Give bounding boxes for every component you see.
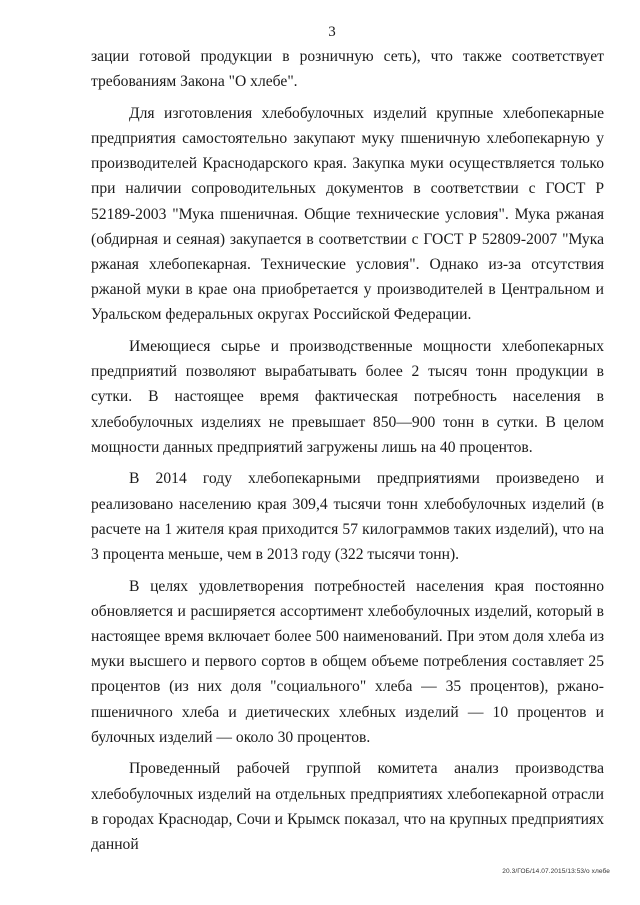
paragraph-capacity: Имеющиеся сырье и производственные мощности хлебопекарных предприятий позволяют вырабатывать более 2 тысяч тонн продукции в сутки. В настоящее время фактическая потребность населения в хлебобулочных изделиях не превышает 850—900 тонн в сутки. В целом мощности данных предприятий загружены лишь на 40 процентов. <box>91 338 604 456</box>
page-number: 3 <box>328 24 336 40</box>
paragraph-2014-production: В 2014 году хлебопекарными предприятиями произведено и реализовано населению края 309,4 тысячи тонн хлебобулочных изделий (в расчете на 1 жителя края приходится 57 килограммов таких изделий), что на 3 процента меньше, чем в 2013 году (322 тысячи тонн). <box>91 470 604 564</box>
paragraph-flour-procurement: Для изготовления хлебобулочных изделий крупные хлебопекарные предприятия самостоятельно закупают муку пшеничную хлебопекарную у производителей Краснодарского края. Закупка муки осуществляется только при наличии сопроводительных документов в соответствии с ГОСТ Р 52189-2003 "Мука пшеничная. Общие технические условия". Мука ржаная (обдирная и сеяная) закупается в соответствии с ГОСТ Р 52809-2007 "Мука ржаная хлебопекарная. Технические условия". Однако из-за отсутствия ржаной муки в крае она приобретается у производителей в Центральном и Уральском федеральных округах Российской Федерации. <box>91 104 604 324</box>
paragraph-continuation: зации готовой продукции в розничную сеть), что также соответствует требованиям Закона "О хлебе". <box>91 48 604 91</box>
paragraph-analysis: Проведенный рабочей группой комитета анализ производства хлебобулочных изделий на отдельных предприятиях хлебопекарной отрасли в городах Краснодар, Сочи и Крымск показал, что на крупных предприятиях данной <box>91 760 604 854</box>
footer-file-code: 20.3/ГОБ/14.07.2015/13:53/о хлебе <box>502 868 610 875</box>
body-text <box>91 44 604 857</box>
paragraph-assortment: В целях удовлетворения потребностей населения края постоянно обновляется и расширяется ассортимент хлебобулочных изделий, который в настоящее время включает более 500 наименований. При этом доля хлеба из муки высшего и первого сортов в общем объеме потребления составляет 25 процентов (из них доля "социального" хлеба — 35 процентов), ржано-пшеничного хлеба и диетических хлебных изделий — 10 процентов и булочных изделий — около 30 процентов. <box>91 577 604 746</box>
